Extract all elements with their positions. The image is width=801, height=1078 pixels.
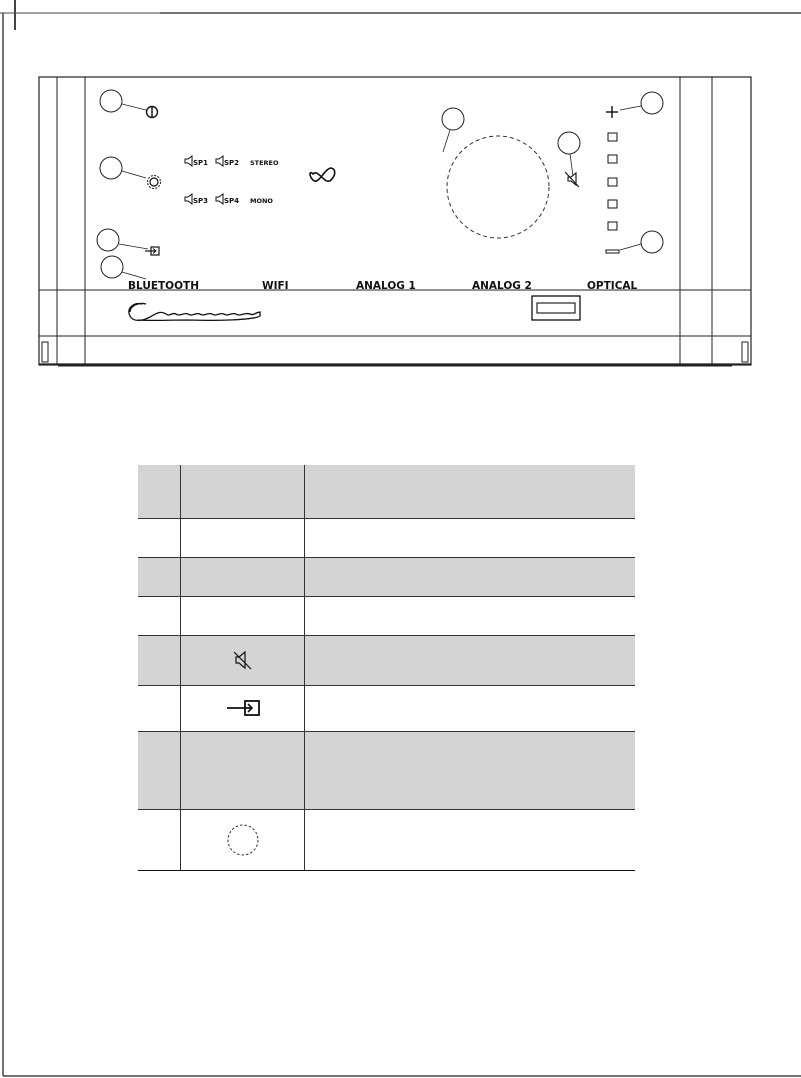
row-description bbox=[305, 465, 636, 518]
row-number bbox=[138, 518, 181, 557]
input-label-optical: OPTICAL bbox=[587, 280, 638, 292]
volume-minus-icon bbox=[606, 250, 619, 253]
volume-led-3 bbox=[608, 178, 617, 186]
input-label-analog1: ANALOG 1 bbox=[356, 280, 416, 292]
callout-8 bbox=[620, 231, 663, 253]
row-number bbox=[138, 465, 181, 518]
table-row bbox=[138, 809, 635, 870]
usb-port bbox=[532, 296, 580, 320]
row-description bbox=[305, 685, 636, 731]
row-icon bbox=[181, 685, 305, 731]
stereo-label: STEREO bbox=[250, 159, 279, 167]
input-label-bluetooth: BLUETOOTH bbox=[128, 280, 199, 292]
standby-icon bbox=[147, 106, 158, 118]
speaker-sp3 bbox=[185, 194, 208, 205]
row-icon bbox=[181, 465, 305, 518]
speaker-sp4 bbox=[216, 194, 239, 205]
row-description bbox=[305, 557, 636, 596]
row-description bbox=[305, 635, 636, 685]
svg-text:SP3: SP3 bbox=[193, 197, 209, 205]
legend-table bbox=[138, 465, 635, 871]
table-row bbox=[138, 557, 635, 596]
row-number bbox=[138, 685, 181, 731]
callout-7 bbox=[620, 92, 663, 114]
speaker-mute-icon bbox=[565, 172, 579, 187]
input-select-icon bbox=[223, 697, 263, 719]
speaker-sp1 bbox=[185, 156, 208, 167]
cabasse-logo bbox=[129, 303, 260, 320]
input-select-icon bbox=[145, 247, 159, 255]
mono-label: MONO bbox=[250, 197, 273, 205]
row-icon bbox=[181, 731, 305, 809]
table-row bbox=[138, 465, 635, 518]
volume-knob[interactable] bbox=[447, 136, 549, 238]
speaker-sp2 bbox=[216, 156, 239, 167]
row-number bbox=[138, 557, 181, 596]
table-row bbox=[138, 635, 635, 685]
callout-4 bbox=[101, 256, 146, 279]
row-icon bbox=[181, 809, 305, 870]
row-number bbox=[138, 731, 181, 809]
callout-2 bbox=[100, 157, 146, 179]
callout-3 bbox=[97, 229, 148, 251]
table-row bbox=[138, 596, 635, 635]
bowtie-icon bbox=[310, 168, 335, 181]
row-icon bbox=[181, 557, 305, 596]
front-panel-diagram bbox=[38, 76, 752, 368]
svg-text:SP2: SP2 bbox=[224, 159, 240, 167]
gear-icon bbox=[148, 176, 161, 189]
table-row bbox=[138, 685, 635, 731]
volume-led-5 bbox=[608, 222, 617, 230]
row-number bbox=[138, 596, 181, 635]
volume-led-4 bbox=[608, 200, 617, 208]
speaker-mute-icon bbox=[231, 649, 255, 671]
row-description bbox=[305, 596, 636, 635]
row-icon bbox=[181, 635, 305, 685]
callout-1 bbox=[100, 90, 146, 112]
volume-plus-icon bbox=[606, 106, 618, 118]
dashed-circle-icon bbox=[225, 822, 261, 858]
row-number bbox=[138, 635, 181, 685]
table-row bbox=[138, 518, 635, 557]
row-description bbox=[305, 809, 636, 870]
row-description bbox=[305, 518, 636, 557]
row-icon bbox=[181, 596, 305, 635]
volume-led-1 bbox=[608, 133, 617, 141]
row-description bbox=[305, 731, 636, 809]
row-icon bbox=[181, 518, 305, 557]
table-row bbox=[138, 731, 635, 809]
row-number bbox=[138, 809, 181, 870]
svg-text:SP1: SP1 bbox=[193, 159, 209, 167]
svg-text:SP4: SP4 bbox=[224, 197, 240, 205]
input-label-wifi: WIFI bbox=[262, 280, 289, 292]
callout-5 bbox=[442, 108, 464, 152]
callout-6 bbox=[558, 132, 580, 176]
volume-led-2 bbox=[608, 155, 617, 163]
input-label-analog2: ANALOG 2 bbox=[472, 280, 532, 292]
